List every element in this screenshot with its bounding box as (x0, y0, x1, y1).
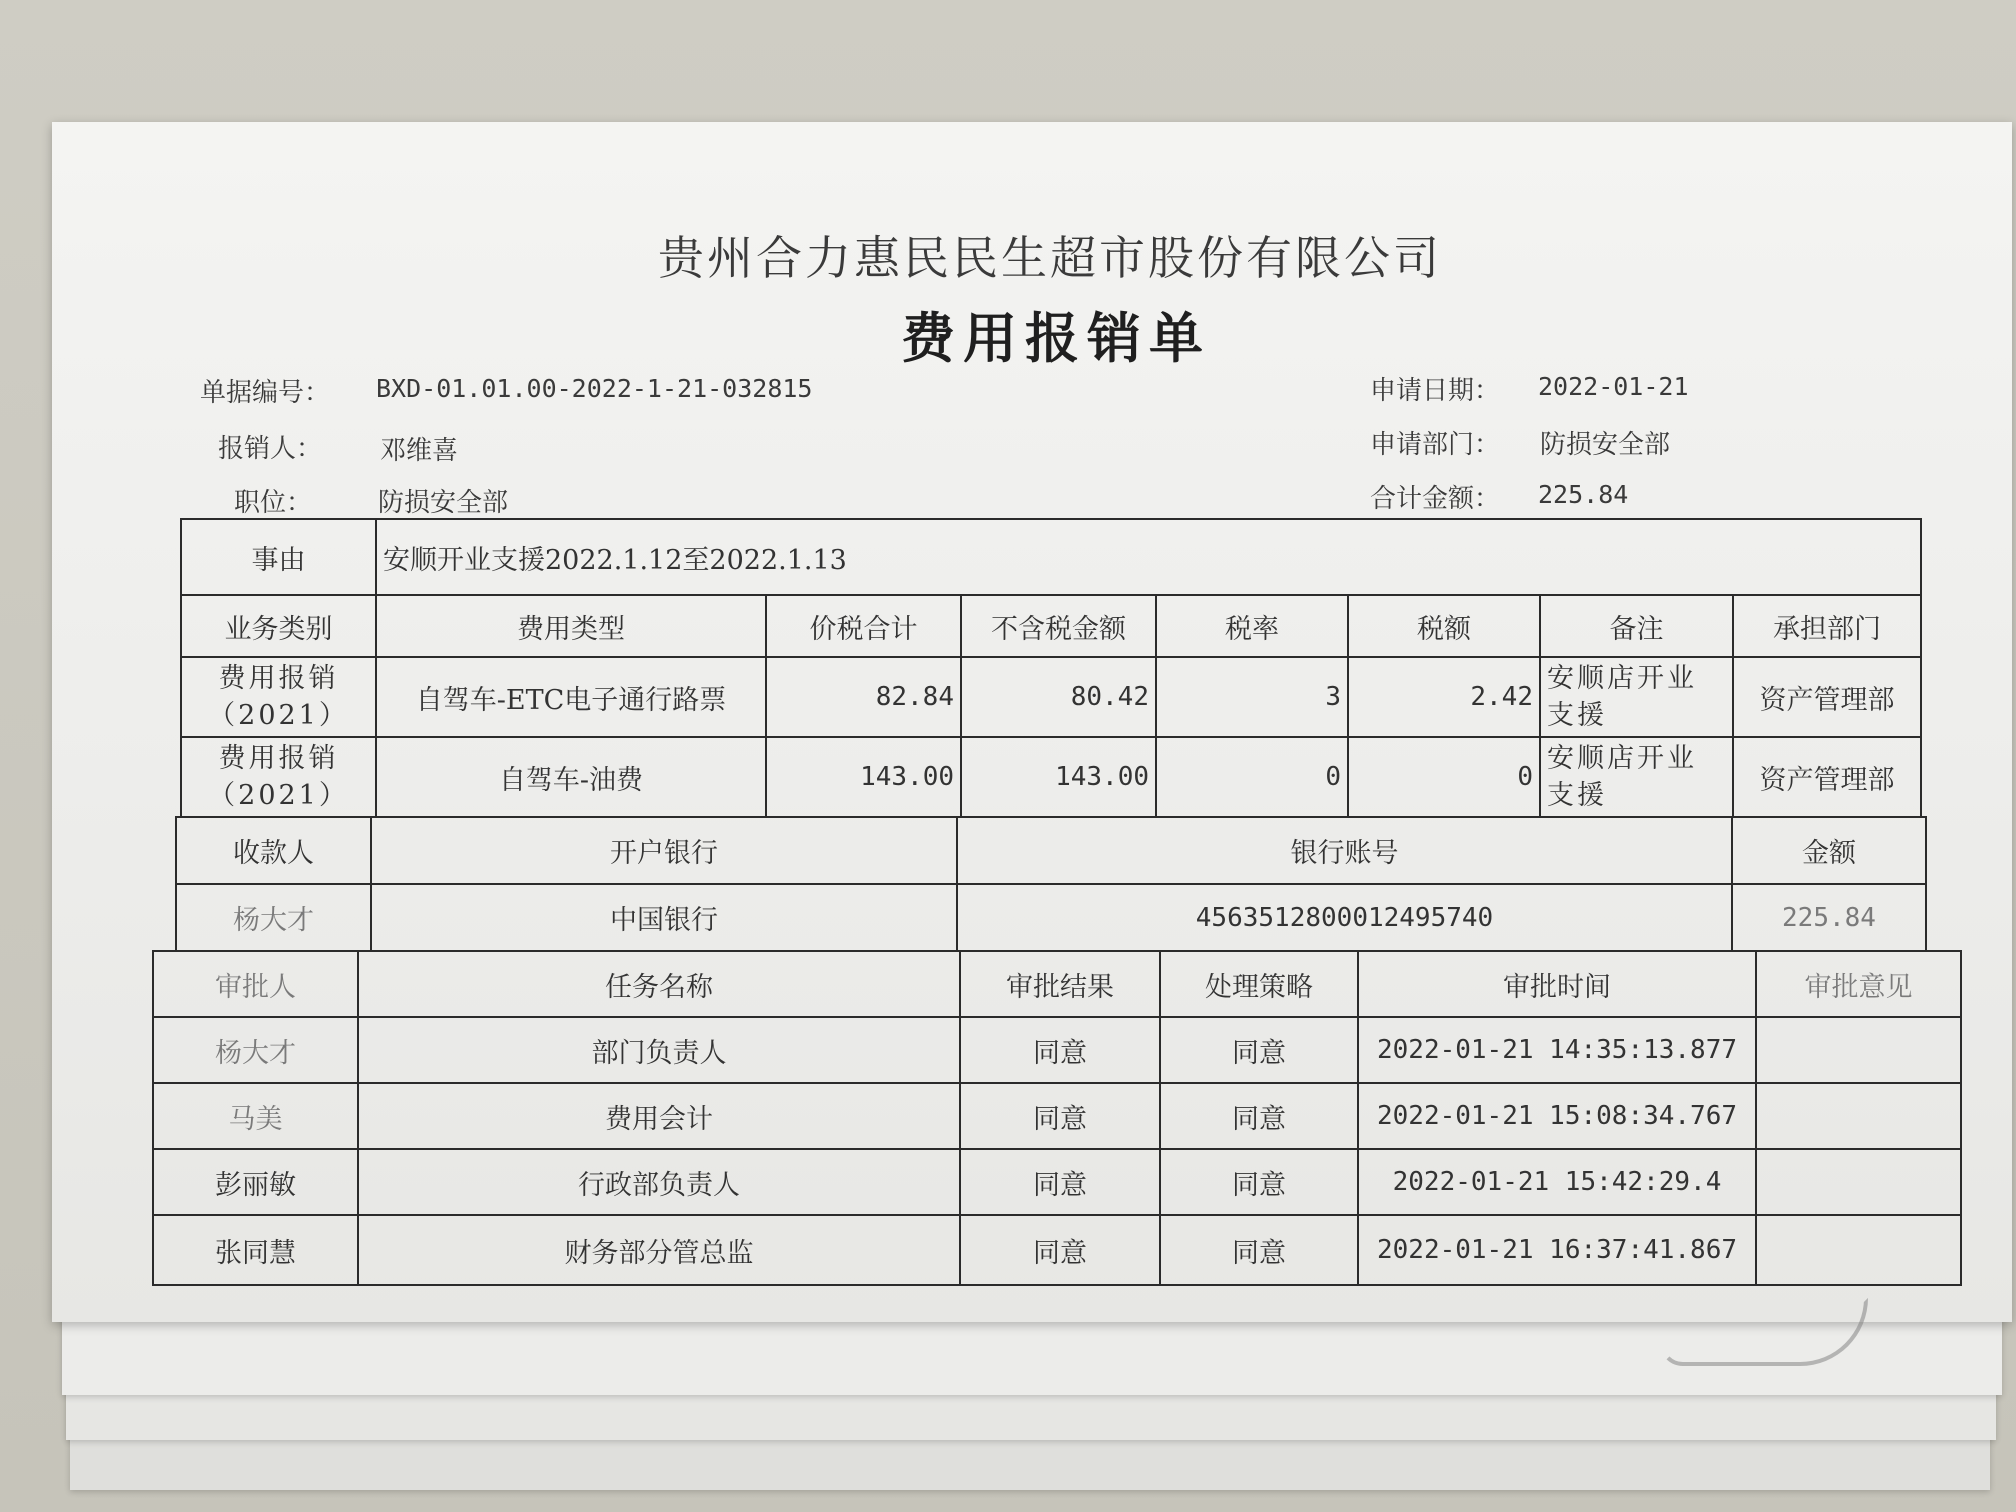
col-header: 银行账号 (957, 817, 1732, 884)
col-header: 费用类型 (376, 595, 766, 657)
table-row (181, 657, 1921, 737)
expense-table (180, 518, 1922, 818)
note-cell: 安顺店开业支援 (1540, 737, 1733, 817)
rate-cell: 0 (1156, 737, 1348, 817)
time-cell: 2022-01-21 16:37:41.867 (1358, 1215, 1756, 1285)
task-cell: 财务部分管总监 (358, 1215, 960, 1285)
claimant-label: 报销人： (218, 434, 323, 464)
approver-cell: 彭丽敏 (153, 1149, 358, 1215)
apply-date-value: 2022-01-21 (1538, 372, 1689, 401)
table-row (153, 1017, 1961, 1083)
approver-cell: 杨大才 (153, 1017, 358, 1083)
pretax-cell: 143.00 (961, 737, 1156, 817)
task-cell: 费用会计 (358, 1083, 960, 1149)
claimant-value: 邓维喜 (380, 436, 459, 466)
reason-row (181, 519, 1921, 595)
col-header: 承担部门 (1733, 595, 1921, 657)
payee-cell: 杨大才 (176, 884, 371, 951)
note-cell: 安顺店开业支援 (1540, 657, 1733, 737)
col-header: 审批人 (153, 951, 358, 1017)
strategy-cell: 同意 (1160, 1149, 1358, 1215)
category-cell: 费用报销（2021） (181, 737, 376, 817)
pretax-cell: 80.42 (961, 657, 1156, 737)
col-header: 任务名称 (358, 951, 960, 1017)
apply-dept-value: 防损安全部 (1540, 430, 1671, 460)
opinion-cell (1756, 1017, 1961, 1083)
type-cell: 自驾车-ETC电子通行路票 (376, 657, 766, 737)
table-row (181, 737, 1921, 817)
tax-cell: 2.42 (1348, 657, 1540, 737)
col-header: 审批时间 (1358, 951, 1756, 1017)
col-header: 价税合计 (766, 595, 961, 657)
col-header: 收款人 (176, 817, 371, 884)
table-row (153, 1215, 1961, 1285)
opinion-cell (1756, 1215, 1961, 1285)
apply-date-label: 申请日期： (1370, 376, 1501, 406)
payee-header-row (176, 817, 1926, 884)
strategy-cell: 同意 (1160, 1083, 1358, 1149)
col-header: 处理策略 (1160, 951, 1358, 1017)
total-label: 合计金额： (1370, 484, 1501, 514)
tax-cell: 0 (1348, 737, 1540, 817)
type-cell: 自驾车-油费 (376, 737, 766, 817)
result-cell: 同意 (960, 1017, 1160, 1083)
rate-cell: 3 (1156, 657, 1348, 737)
expense-header-row (181, 595, 1921, 657)
col-header: 税额 (1348, 595, 1540, 657)
approver-cell: 张同慧 (153, 1215, 358, 1285)
task-cell: 部门负责人 (358, 1017, 960, 1083)
time-cell: 2022-01-21 14:35:13.877 (1358, 1017, 1756, 1083)
doc-no-label: 单据编号： (200, 378, 331, 408)
col-header: 开户银行 (371, 817, 957, 884)
form-title: 费用报销单 (901, 307, 1211, 370)
time-cell: 2022-01-21 15:08:34.767 (1358, 1083, 1756, 1149)
dept-cell: 资产管理部 (1733, 657, 1921, 737)
account-cell: 4563512800012495740 (957, 884, 1732, 951)
approval-table (152, 950, 1962, 1286)
doc-no-value: BXD-01.01.00-2022-1-21-032815 (376, 374, 813, 403)
total-cell: 82.84 (766, 657, 961, 737)
apply-dept-label: 申请部门： (1370, 430, 1501, 460)
col-header: 审批意见 (1756, 951, 1961, 1017)
bank-cell: 中国银行 (371, 884, 957, 951)
company-name: 贵州合力惠民民生超市股份有限公司 (658, 231, 1442, 285)
result-cell: 同意 (960, 1083, 1160, 1149)
col-header: 审批结果 (960, 951, 1160, 1017)
strategy-cell: 同意 (1160, 1215, 1358, 1285)
opinion-cell (1756, 1149, 1961, 1215)
category-cell: 费用报销（2021） (181, 657, 376, 737)
result-cell: 同意 (960, 1149, 1160, 1215)
approval-header-row (153, 951, 1961, 1017)
strategy-cell: 同意 (1160, 1017, 1358, 1083)
amount-cell: 225.84 (1732, 884, 1926, 951)
task-cell: 行政部负责人 (358, 1149, 960, 1215)
col-header: 税率 (1156, 595, 1348, 657)
position-value: 防损安全部 (378, 488, 509, 518)
table-row (153, 1149, 1961, 1215)
approver-cell: 马美 (153, 1083, 358, 1149)
position-label: 职位： (234, 488, 313, 518)
col-header: 业务类别 (181, 595, 376, 657)
time-cell: 2022-01-21 15:42:29.4 (1358, 1149, 1756, 1215)
dept-cell: 资产管理部 (1733, 737, 1921, 817)
col-header: 不含税金额 (961, 595, 1156, 657)
table-row (176, 884, 1926, 951)
table-row (153, 1083, 1961, 1149)
total-cell: 143.00 (766, 737, 961, 817)
total-value: 225.84 (1538, 480, 1629, 509)
opinion-cell (1756, 1083, 1961, 1149)
reason-text: 安顺开业支援2022.1.12至2022.1.13 (376, 519, 1921, 595)
col-header: 备注 (1540, 595, 1733, 657)
payee-table (175, 816, 1927, 952)
reason-label: 事由 (181, 519, 376, 595)
col-header: 金额 (1732, 817, 1926, 884)
result-cell: 同意 (960, 1215, 1160, 1285)
